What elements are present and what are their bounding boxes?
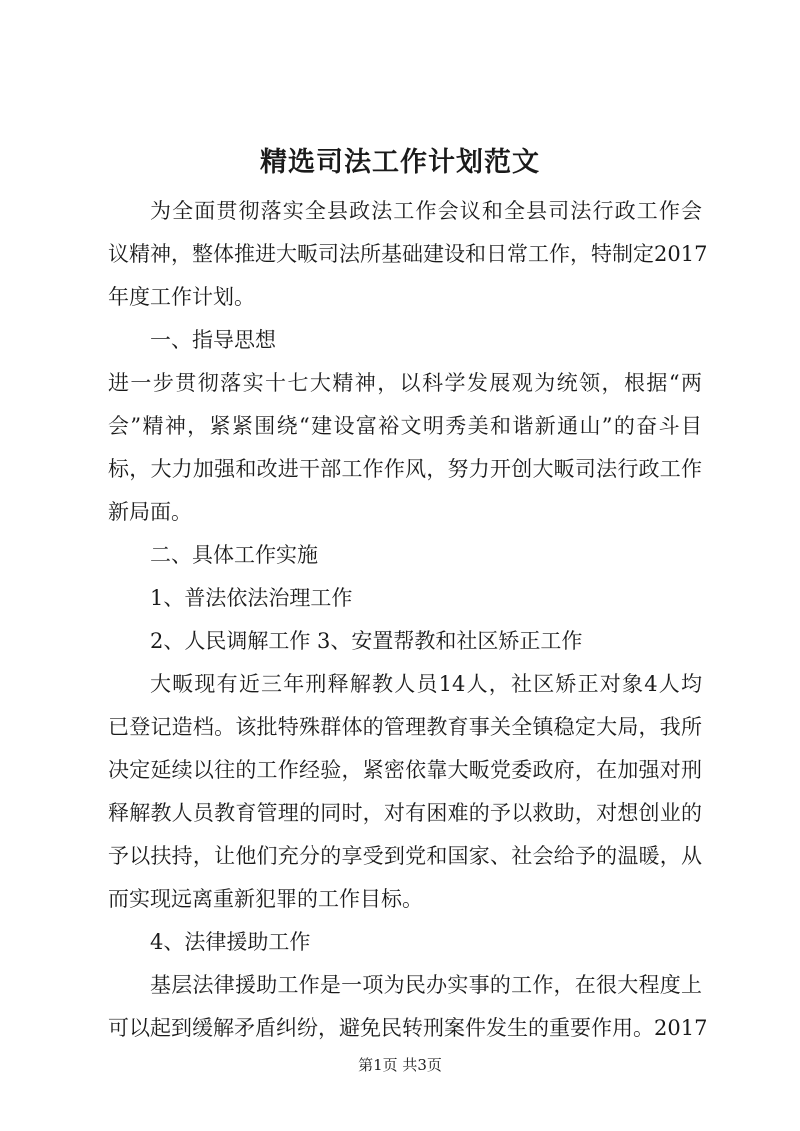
- section-heading: 二、具体工作实施: [150, 543, 318, 567]
- paragraph-line: 进一步贯彻落实十七大精神，以科学发展观为统领，根据“两: [108, 371, 702, 395]
- paragraph-line: 标，大力加强和改进干部工作作风，努力开创大畈司法行政工作: [108, 457, 702, 481]
- paragraph-line: 基层法律援助工作是一项为民办实事的工作，在很大程度上: [150, 973, 702, 997]
- paragraph-line: 已登记造档。该批特殊群体的管理教育事关全镇稳定大局，我所: [108, 715, 702, 739]
- paragraph-line: 可以起到缓解矛盾纠纷，避免民转刑案件发生的重要作用。2017: [108, 1016, 708, 1040]
- subsection-heading: 4、法律援助工作: [150, 930, 311, 954]
- section-heading: 一、指导思想: [150, 328, 276, 352]
- paragraph-line: 释解教人员教育管理的同时，对有困难的予以救助，对想创业的: [108, 801, 702, 825]
- paragraph-line: 年度工作计划。: [108, 285, 255, 309]
- page-number-footer: 第1页 共3页: [358, 1056, 442, 1074]
- subsection-heading: 2、人民调解工作 3、安置帮教和社区矫正工作: [150, 629, 583, 653]
- paragraph-line: 议精神，整体推进大畈司法所基础建设和日常工作，特制定2017: [108, 242, 708, 266]
- page-title: 精选司法工作计划范文: [260, 147, 540, 178]
- paragraph-line: 为全面贯彻落实全县政法工作会议和全县司法行政工作会: [150, 199, 702, 223]
- paragraph-line: 决定延续以往的工作经验，紧密依靠大畈党委政府，在加强对刑: [108, 758, 702, 782]
- subsection-heading: 1、普法依法治理工作: [150, 586, 353, 610]
- document-body: [108, 190, 708, 1050]
- paragraph-line: 予以扶持，让他们充分的享受到党和国家、社会给予的温暖，从: [108, 844, 702, 868]
- paragraph-line: 会”精神，紧紧围绕“建设富裕文明秀美和谐新通山”的奋斗目: [108, 414, 702, 438]
- paragraph-line: 而实现远离重新犯罪的工作目标。: [108, 887, 423, 911]
- paragraph-line: 大畈现有近三年刑释解教人员14人，社区矫正对象4人均: [150, 672, 702, 696]
- paragraph-line: 新局面。: [108, 500, 192, 524]
